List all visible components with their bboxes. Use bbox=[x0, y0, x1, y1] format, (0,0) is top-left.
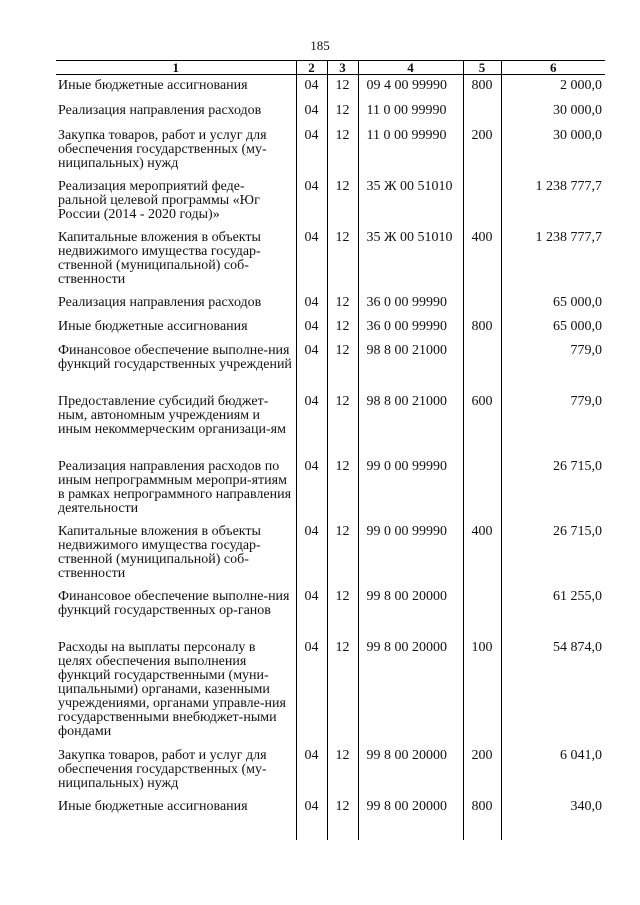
section-cell: 04 bbox=[296, 125, 327, 176]
section-cell: 04 bbox=[296, 100, 327, 125]
section-cell: 04 bbox=[296, 745, 327, 796]
expense-type-cell bbox=[463, 456, 501, 521]
amount-cell: 6 041,0 bbox=[501, 745, 605, 796]
page-number: 185 bbox=[310, 38, 330, 53]
subsection-cell: 12 bbox=[327, 745, 358, 796]
table-row bbox=[56, 391, 605, 456]
expense-type-cell: 800 bbox=[463, 796, 501, 840]
table-row bbox=[56, 316, 605, 340]
row-name-cell: Капитальные вложения в объекты недвижимого имущества государ-ственной (муниципальной) соб-ственности bbox=[58, 523, 261, 581]
table-row bbox=[56, 796, 605, 840]
amount-cell: 30 000,0 bbox=[501, 125, 605, 176]
expense-type-cell: 100 bbox=[463, 637, 501, 745]
expense-type-cell: 800 bbox=[463, 75, 501, 100]
column-header: 5 bbox=[463, 61, 501, 75]
expense-type-cell: 200 bbox=[463, 745, 501, 796]
row-name-cell: Иные бюджетные ассигнования bbox=[58, 798, 248, 814]
table-row bbox=[56, 227, 605, 292]
row-name-cell: Финансовое обеспечение выполне-ния функций государственных ор-ганов bbox=[58, 588, 290, 618]
row-name-cell: Закупка товаров, работ и услуг для обеспечения государственных (му-ниципальных) нужд bbox=[58, 127, 267, 171]
table-row bbox=[56, 125, 605, 176]
table-row bbox=[56, 637, 605, 745]
amount-cell: 340,0 bbox=[501, 796, 605, 840]
subsection-cell: 12 bbox=[327, 796, 358, 840]
target-code-cell: 99 0 00 99990 bbox=[358, 456, 463, 521]
amount-cell: 1 238 777,7 bbox=[501, 176, 605, 227]
subsection-cell: 12 bbox=[327, 391, 358, 456]
section-cell: 04 bbox=[296, 227, 327, 292]
section-cell: 04 bbox=[296, 796, 327, 840]
subsection-cell: 12 bbox=[327, 637, 358, 745]
subsection-cell: 12 bbox=[327, 176, 358, 227]
target-code-cell: 09 4 00 99990 bbox=[358, 75, 463, 100]
expense-type-cell bbox=[463, 340, 501, 391]
subsection-cell: 12 bbox=[327, 100, 358, 125]
table-row bbox=[56, 521, 605, 586]
amount-cell: 65 000,0 bbox=[501, 292, 605, 316]
column-header: 1 bbox=[56, 61, 296, 75]
section-cell: 04 bbox=[296, 586, 327, 637]
amount-cell: 779,0 bbox=[501, 340, 605, 391]
row-name-cell: Финансовое обеспечение выполне-ния функций государственных учреждений bbox=[58, 342, 292, 372]
row-name-cell: Реализация направления расходов по иным непрограммным меропри-ятиям в рамках непрограммного направления деятельности bbox=[58, 458, 292, 516]
table-row bbox=[56, 292, 605, 316]
expense-type-cell bbox=[463, 176, 501, 227]
table-row bbox=[56, 456, 605, 521]
section-cell: 04 bbox=[296, 292, 327, 316]
subsection-cell: 12 bbox=[327, 292, 358, 316]
row-name-cell: Расходы на выплаты персоналу в целях обеспечения выполнения функций государственными (муни-ципальными) органами, казенными учреждениями, органами управле-ния государственными внебюджет-ными фондами bbox=[58, 639, 286, 739]
table-body bbox=[56, 75, 605, 840]
amount-cell: 61 255,0 bbox=[501, 586, 605, 637]
row-name-cell: Иные бюджетные ассигнования bbox=[58, 318, 248, 334]
section-cell: 04 bbox=[296, 75, 327, 100]
row-name-cell: Иные бюджетные ассигнования bbox=[58, 78, 248, 93]
subsection-cell: 12 bbox=[327, 316, 358, 340]
table-row bbox=[56, 75, 605, 100]
subsection-cell: 12 bbox=[327, 75, 358, 100]
expense-type-cell: 400 bbox=[463, 227, 501, 292]
amount-cell: 1 238 777,7 bbox=[501, 227, 605, 292]
subsection-cell: 12 bbox=[327, 340, 358, 391]
subsection-cell: 12 bbox=[327, 586, 358, 637]
target-code-cell: 98 8 00 21000 bbox=[358, 391, 463, 456]
target-code-cell: 11 0 00 99990 bbox=[358, 100, 463, 125]
budget-table bbox=[56, 60, 605, 840]
amount-cell: 26 715,0 bbox=[501, 456, 605, 521]
amount-cell: 779,0 bbox=[501, 391, 605, 456]
column-header: 4 bbox=[358, 61, 463, 75]
amount-cell: 65 000,0 bbox=[501, 316, 605, 340]
section-cell: 04 bbox=[296, 521, 327, 586]
expense-type-cell: 400 bbox=[463, 521, 501, 586]
row-name-cell: Реализация направления расходов bbox=[58, 102, 262, 118]
subsection-cell: 12 bbox=[327, 521, 358, 586]
target-code-cell: 35 Ж 00 51010 bbox=[358, 176, 463, 227]
table-row bbox=[56, 745, 605, 796]
table-header bbox=[56, 61, 605, 75]
subsection-cell: 12 bbox=[327, 125, 358, 176]
expense-type-cell: 600 bbox=[463, 391, 501, 456]
target-code-cell: 11 0 00 99990 bbox=[358, 125, 463, 176]
table-row bbox=[56, 340, 605, 391]
subsection-cell: 12 bbox=[327, 456, 358, 521]
target-code-cell: 99 8 00 20000 bbox=[358, 586, 463, 637]
expense-type-cell bbox=[463, 292, 501, 316]
table-row bbox=[56, 586, 605, 637]
target-code-cell: 35 Ж 00 51010 bbox=[358, 227, 463, 292]
section-cell: 04 bbox=[296, 176, 327, 227]
target-code-cell: 36 0 00 99990 bbox=[358, 292, 463, 316]
column-header: 2 bbox=[296, 61, 327, 75]
row-name-cell: Реализация направления расходов bbox=[58, 294, 262, 310]
amount-cell: 26 715,0 bbox=[501, 521, 605, 586]
section-cell: 04 bbox=[296, 316, 327, 340]
row-name-cell: Закупка товаров, работ и услуг для обеспечения государственных (му-ниципальных) нужд bbox=[58, 747, 267, 791]
target-code-cell: 98 8 00 21000 bbox=[358, 340, 463, 391]
target-code-cell: 99 8 00 20000 bbox=[358, 745, 463, 796]
expense-type-cell: 800 bbox=[463, 316, 501, 340]
section-cell: 04 bbox=[296, 637, 327, 745]
target-code-cell: 99 8 00 20000 bbox=[358, 637, 463, 745]
expense-type-cell bbox=[463, 586, 501, 637]
header-row bbox=[56, 61, 605, 75]
row-name-cell: Реализация мероприятий феде-ральной целевой программы «Юг России (2014 - 2020 годы)» bbox=[58, 178, 260, 222]
column-header: 6 bbox=[501, 61, 605, 75]
table-row bbox=[56, 176, 605, 227]
amount-cell: 2 000,0 bbox=[501, 75, 605, 100]
expense-type-cell: 200 bbox=[463, 125, 501, 176]
table-row bbox=[56, 100, 605, 125]
section-cell: 04 bbox=[296, 456, 327, 521]
column-header: 3 bbox=[327, 61, 358, 75]
row-name-cell: Капитальные вложения в объекты недвижимого имущества государ-ственной (муниципальной) соб-ственности bbox=[58, 229, 261, 287]
amount-cell: 54 874,0 bbox=[501, 637, 605, 745]
section-cell: 04 bbox=[296, 340, 327, 391]
subsection-cell: 12 bbox=[327, 227, 358, 292]
section-cell: 04 bbox=[296, 391, 327, 456]
amount-cell: 30 000,0 bbox=[501, 100, 605, 125]
target-code-cell: 99 8 00 20000 bbox=[358, 796, 463, 840]
row-name-cell: Предоставление субсидий бюджет-ным, автономным учреждениям и иным некоммерческим организаци-ям bbox=[58, 393, 286, 437]
target-code-cell: 36 0 00 99990 bbox=[358, 316, 463, 340]
target-code-cell: 99 0 00 99990 bbox=[358, 521, 463, 586]
expense-type-cell bbox=[463, 100, 501, 125]
